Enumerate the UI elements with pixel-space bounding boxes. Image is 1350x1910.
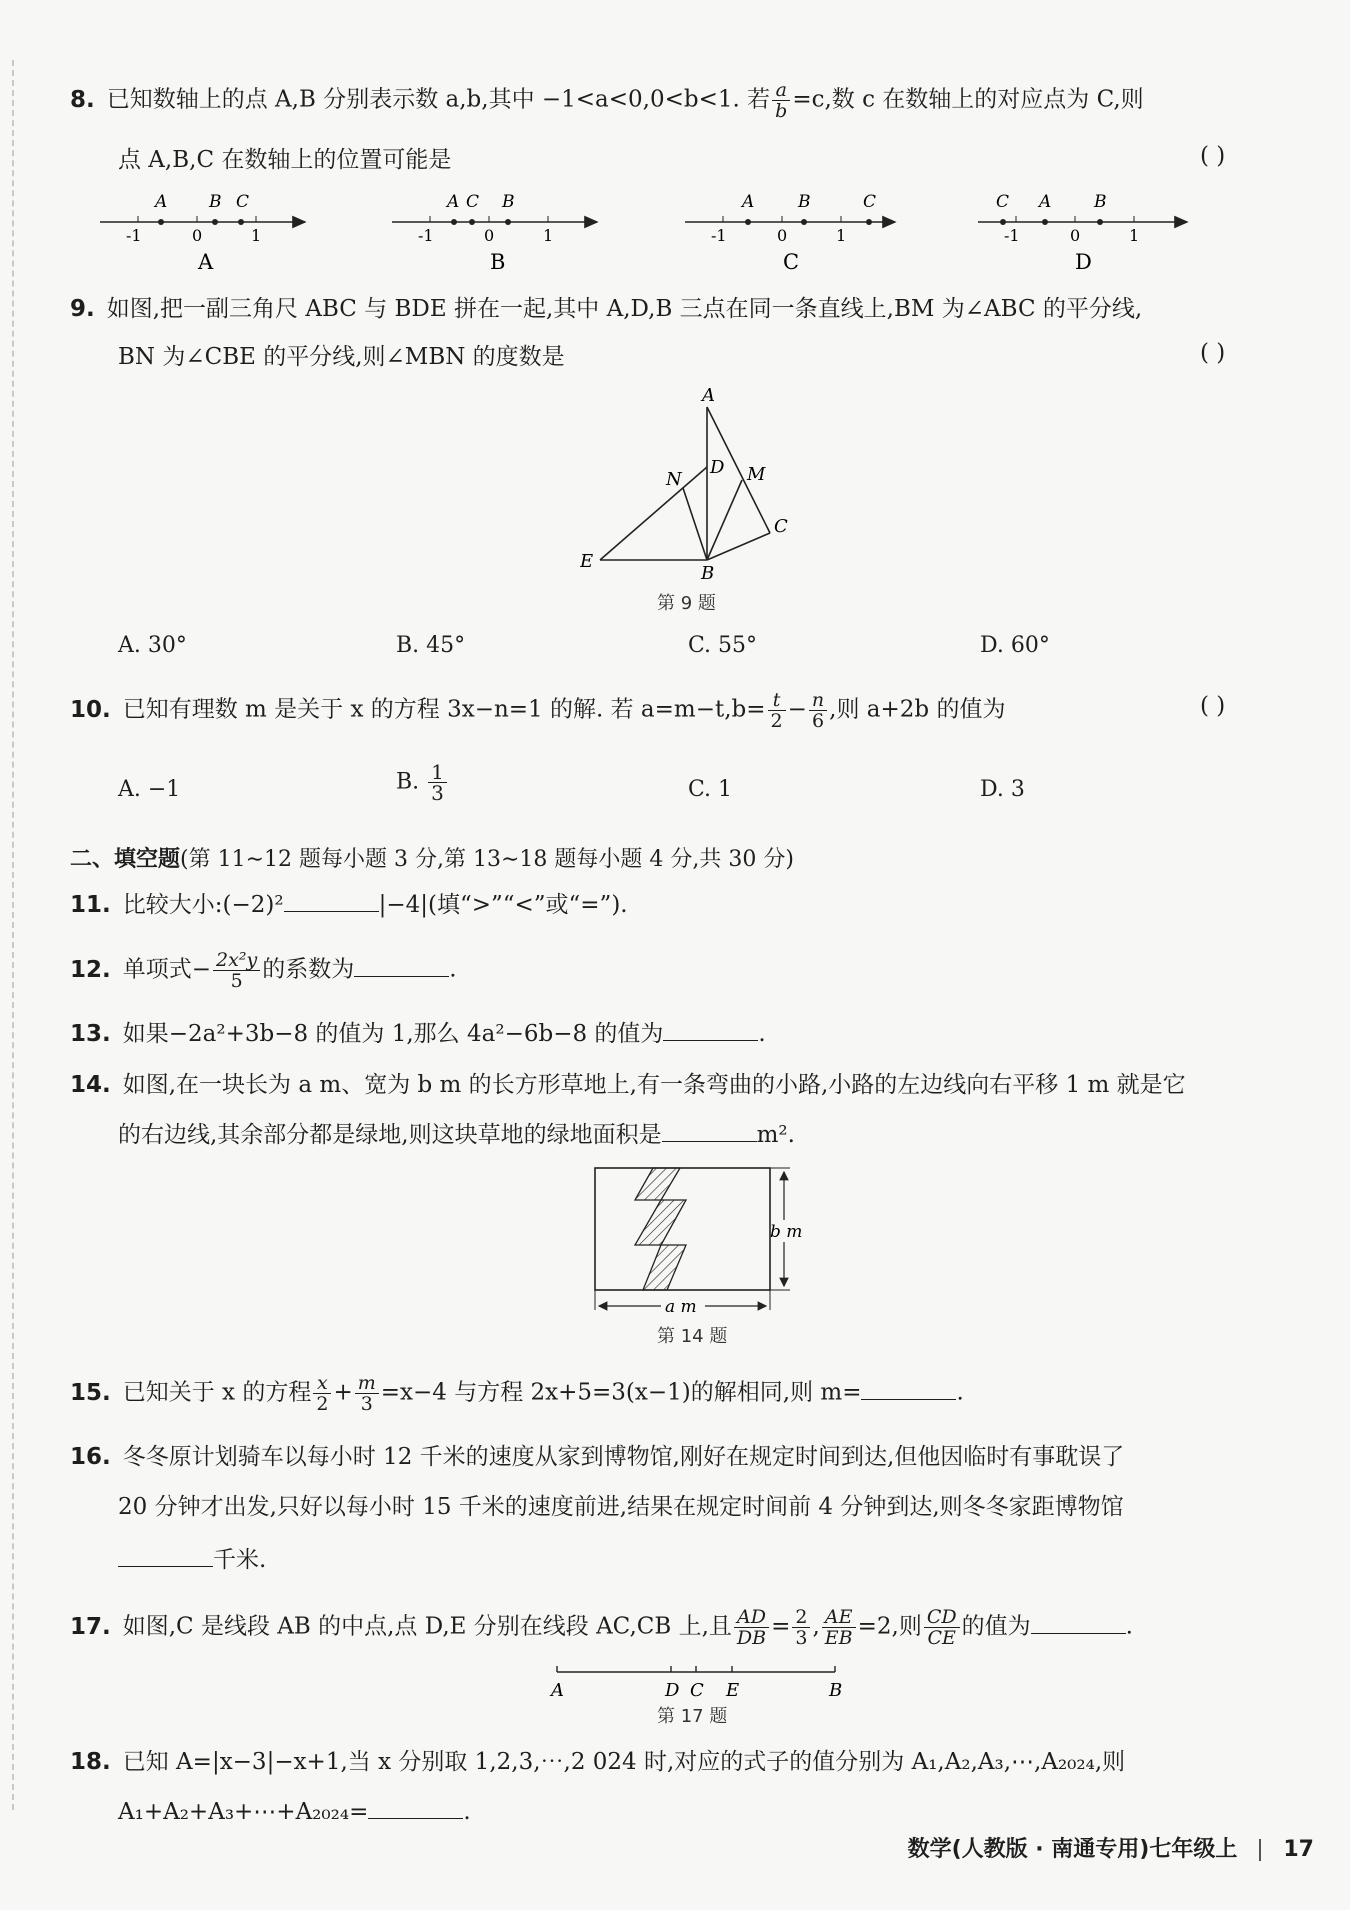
fraction-ae-over-eb [822, 1607, 856, 1648]
vertex-label-e: E [580, 551, 594, 572]
answer-blank[interactable] [118, 1544, 213, 1567]
option-c: C. 1 [688, 777, 733, 802]
fraction-numerator: t [768, 690, 786, 711]
question-16-line2: 20 分钟才出发,只好以每小时 15 千米的速度前进,结果在规定时间前 4 分钟到达,则冬冬家距博物馆 [118, 1494, 1124, 1520]
tick-label: 1 [1129, 226, 1140, 245]
fraction-numerator: 2x²y [213, 950, 260, 971]
question-text: |−4|(填“>”“<”或“=”). [378, 892, 628, 918]
fraction-m-over-3 [355, 1373, 379, 1414]
binding-margin-line [12, 60, 14, 1810]
fraction-numerator: x [313, 1373, 331, 1394]
page-footer [908, 1832, 1314, 1863]
point-label-b: B [798, 192, 811, 212]
fraction-denominator: EB [824, 1627, 853, 1649]
vertex-label-m: M [747, 464, 766, 485]
tick-label: -1 [711, 226, 727, 245]
vertex-label-n: N [666, 469, 682, 490]
operator: = [771, 1613, 791, 1640]
question-text: . [1125, 1613, 1133, 1640]
page-number: 17 [1283, 1837, 1314, 1862]
section-heading [70, 842, 794, 873]
question-number: 10. [70, 696, 111, 723]
operator: + [333, 1379, 353, 1406]
question-text: =x−4 与方程 2x+5=3(x−1)的解相同,则 m= [380, 1379, 862, 1406]
option-b: B. 45° [396, 633, 466, 658]
book-title: 数学(人教版 · 南通专用)七年级上 [907, 1837, 1238, 1862]
point-label-c: C [466, 192, 480, 212]
tick-label: 0 [1070, 226, 1081, 245]
question-text: . [956, 1379, 964, 1406]
fraction-1-over-3 [428, 762, 447, 803]
answer-parentheses: ( ) [1200, 340, 1226, 366]
fraction-monomial [213, 950, 260, 991]
operator: , [812, 1613, 820, 1640]
answer-blank[interactable] [284, 889, 379, 912]
fraction-2-over-3 [792, 1607, 810, 1648]
question-text: 已知有理数 m 是关于 x 的方程 3x−n=1 的解. 若 a=m−t,b= [122, 696, 766, 723]
answer-blank[interactable] [861, 1377, 956, 1400]
fraction-numerator: n [809, 690, 827, 711]
question-text: . [758, 1021, 766, 1047]
question-8-line1 [70, 80, 1144, 121]
tick-label: 0 [484, 226, 495, 245]
fraction-numerator: 2 [792, 1607, 810, 1628]
answer-blank[interactable] [663, 1018, 758, 1041]
option-label: D [1075, 250, 1092, 274]
fraction-t-over-2 [768, 690, 786, 731]
option-prefix: B. [396, 769, 420, 795]
option-a: A. −1 [118, 777, 181, 802]
question-18-line2 [118, 1795, 471, 1829]
dimension-label-a: a m [665, 1297, 697, 1317]
question-11 [70, 888, 628, 922]
option-c: C. 55° [688, 633, 758, 658]
point-label-c: C [236, 192, 250, 212]
point-label-b: B [502, 192, 515, 212]
fraction-n-over-6 [809, 690, 827, 731]
question-text: 冬冬原计划骑车以每小时 12 千米的速度从家到博物馆,刚好在规定时间到达,但他因临时有事耽误了 [122, 1444, 1125, 1470]
question-17 [70, 1607, 1133, 1648]
fraction-numerator: AD [734, 1607, 769, 1628]
fraction-cd-over-ce [924, 1607, 960, 1648]
point-label-a: A [742, 192, 755, 212]
number-line-option-d [978, 192, 1187, 274]
question-text: ,则 a+2b 的值为 [829, 696, 1006, 723]
question-number: 15. [70, 1379, 111, 1406]
question-16-line3 [118, 1543, 266, 1577]
section-note: (第 11∼12 题每小题 3 分,第 13∼18 题每小题 4 分,共 30 分) [180, 847, 794, 872]
question-number: 14. [70, 1072, 111, 1098]
point-label-b: B [1094, 192, 1107, 212]
answer-parentheses: ( ) [1200, 693, 1226, 719]
point-label-b: B [829, 1680, 843, 1701]
vertex-label-d: D [710, 457, 725, 478]
q8-number-lines [0, 185, 1350, 275]
q9-triangle-figure [580, 385, 820, 585]
vertex-label-c: C [774, 516, 788, 537]
tick-label: 1 [836, 226, 847, 245]
option-label: C [783, 250, 800, 274]
fraction-denominator: 2 [770, 710, 783, 732]
q14-rectangle-figure [585, 1160, 815, 1320]
question-text: 已知关于 x 的方程 [122, 1379, 312, 1406]
question-text: =c,数 c 在数轴上的对应点为 C,则 [792, 86, 1144, 113]
question-text: 单项式− [122, 956, 212, 983]
fraction-denominator: 3 [795, 1627, 808, 1649]
question-number: 12. [70, 956, 111, 983]
vertex-label-a: A [702, 385, 715, 406]
question-number: 11. [70, 892, 111, 918]
tick-label: -1 [418, 226, 434, 245]
tick-label: 0 [192, 226, 203, 245]
operator: − [787, 696, 807, 723]
point-label-a: A [1039, 192, 1052, 212]
question-18-line1 [70, 1745, 1125, 1779]
footer-divider [1259, 1839, 1261, 1861]
question-text: 千米. [213, 1547, 267, 1573]
question-text: 已知 A=|x−3|−x+1,当 x 分别取 1,2,3,⋯,2 024 时,对应的式子的值分别为 A₁,A₂,A₃,⋯,A₂₀₂₄,则 [122, 1749, 1126, 1775]
fraction-numerator: CD [924, 1607, 960, 1628]
question-text: 的系数为 [262, 956, 355, 983]
fraction-a-over-b [772, 80, 790, 121]
question-text: 如图,在一块长为 a m、宽为 b m 的长方形草地上,有一条弯曲的小路,小路的左边线向右平移 1 m 就是它 [122, 1072, 1186, 1098]
question-number: 8. [70, 86, 95, 113]
fraction-denominator: CE [927, 1627, 956, 1649]
question-13 [70, 1017, 766, 1051]
question-text: 如图,C 是线段 AB 的中点,点 D,E 分别在线段 AC,CB 上,且 [122, 1613, 732, 1640]
tick-label: -1 [1004, 226, 1020, 245]
point-label-c: C [690, 1680, 704, 1701]
point-label-d: D [665, 1680, 680, 1701]
fraction-numerator: AE [822, 1607, 856, 1628]
question-number: 9. [70, 296, 95, 322]
fraction-denominator: 5 [230, 970, 243, 992]
question-number: 17. [70, 1613, 111, 1640]
point-label-a: A [155, 192, 168, 212]
number-line-option-c [685, 192, 895, 274]
dimension-label-b: b m [770, 1222, 803, 1242]
question-14-line2 [118, 1118, 795, 1152]
option-label: A [198, 250, 214, 274]
question-text: 比较大小:(−2)² [122, 892, 284, 918]
question-number: 16. [70, 1444, 111, 1470]
fraction-denominator: 2 [316, 1393, 329, 1415]
question-10 [70, 690, 1005, 731]
answer-blank[interactable] [1031, 1611, 1126, 1634]
question-12 [70, 950, 457, 991]
fraction-denominator: 3 [360, 1393, 373, 1415]
question-text: . [463, 1799, 471, 1825]
question-number: 13. [70, 1021, 111, 1047]
question-text: . [449, 956, 457, 983]
number-line-option-a [100, 192, 305, 274]
option-d: D. 3 [980, 777, 1025, 802]
tick-label: -1 [126, 226, 142, 245]
point-label-b: B [209, 192, 222, 212]
fraction-denominator: 3 [431, 781, 444, 805]
question-15 [70, 1373, 964, 1414]
number-line-option-b [392, 192, 597, 274]
tick-label: 1 [543, 226, 554, 245]
option-d: D. 60° [980, 633, 1050, 658]
fraction-numerator: 1 [428, 762, 447, 783]
section-title: 二、填空题 [70, 847, 181, 872]
question-14-line1 [70, 1068, 1186, 1102]
question-text: 的右边线,其余部分都是绿地,则这块草地的绿地面积是 [118, 1122, 662, 1148]
option-a: A. 30° [118, 633, 187, 658]
fraction-numerator: a [772, 80, 790, 101]
figure-caption: 第 14 题 [657, 1326, 728, 1347]
question-text: 如果−2a²+3b−8 的值为 1,那么 4a²−6b−8 的值为 [122, 1021, 664, 1047]
point-label-e: E [726, 1680, 740, 1701]
question-9-line1 [70, 292, 1142, 326]
tick-label: 1 [251, 226, 262, 245]
answer-parentheses: ( ) [1200, 143, 1226, 169]
question-16-line1 [70, 1440, 1124, 1474]
point-label-c: C [996, 192, 1010, 212]
fraction-ad-over-db [734, 1607, 769, 1648]
answer-blank[interactable] [368, 1796, 463, 1819]
fraction-numerator: m [355, 1373, 379, 1394]
question-9-line2: BN 为∠CBE 的平分线,则∠MBN 的度数是 [118, 344, 565, 370]
question-text: =2,则 [857, 1613, 922, 1640]
question-text: 的值为 [961, 1613, 1031, 1640]
question-text: 如图,把一副三角尺 ABC 与 BDE 拼在一起,其中 A,D,B 三点在同一条直线上,BM 为∠ABC 的平分线, [106, 296, 1143, 322]
point-label-a: A [447, 192, 460, 212]
option-b [396, 762, 449, 803]
question-text: A₁+A₂+A₃+⋯+A₂₀₂₄= [118, 1799, 369, 1825]
question-8-line2: 点 A,B,C 在数轴上的位置可能是 [118, 147, 452, 173]
point-label-c: C [863, 192, 877, 212]
answer-blank[interactable] [354, 954, 449, 977]
question-number: 18. [70, 1749, 111, 1775]
figure-caption: 第 9 题 [657, 593, 716, 614]
tick-label: 0 [777, 226, 788, 245]
fraction-denominator: DB [736, 1627, 767, 1649]
question-text: m². [756, 1122, 795, 1148]
option-label: B [490, 250, 506, 274]
fraction-denominator: b [775, 100, 788, 122]
question-text: 已知数轴上的点 A,B 分别表示数 a,b,其中 −1<a<0,0<b<1. 若 [106, 86, 771, 113]
point-label-a: A [551, 1680, 564, 1701]
fraction-x-over-2 [313, 1373, 331, 1414]
vertex-label-b: B [701, 563, 715, 584]
figure-caption: 第 17 题 [657, 1706, 728, 1727]
answer-blank[interactable] [662, 1119, 757, 1142]
fraction-denominator: 6 [812, 710, 825, 732]
